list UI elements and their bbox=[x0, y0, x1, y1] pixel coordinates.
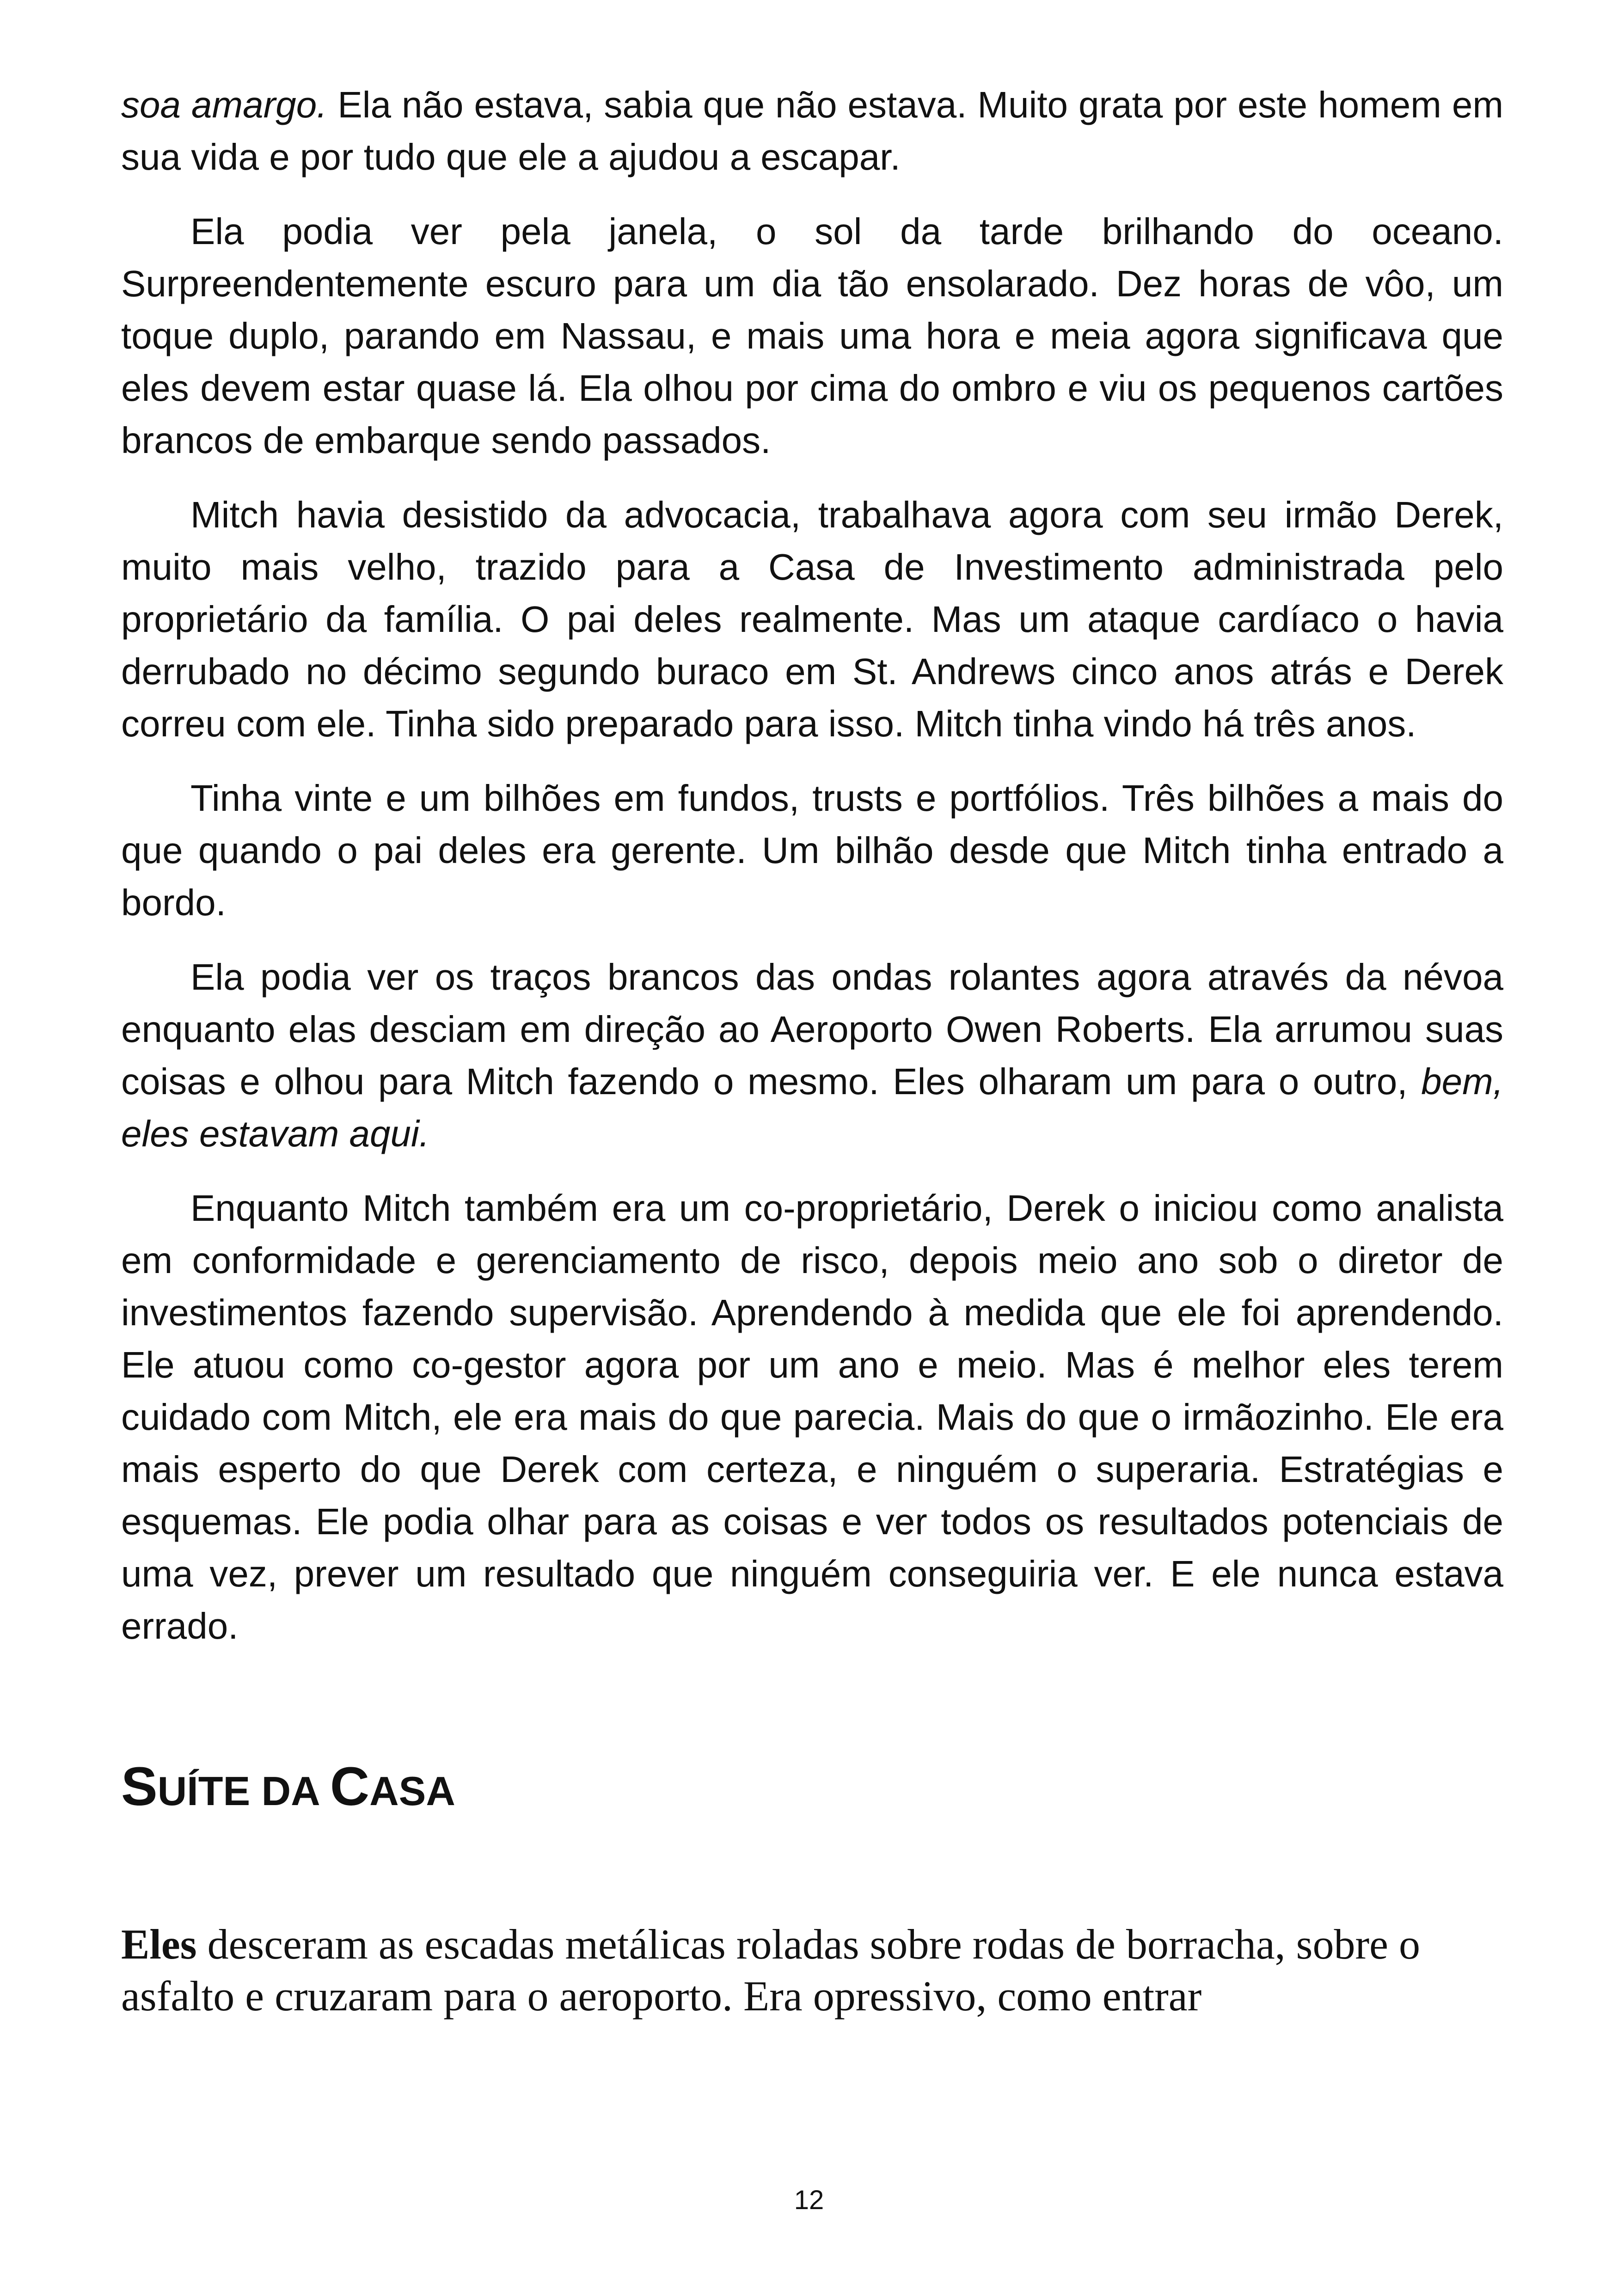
section-opening bbox=[121, 1918, 1503, 2022]
page-number: 12 bbox=[794, 2185, 824, 2215]
italic-tail: bem, eles estavam aqui. bbox=[121, 1061, 1503, 1154]
heading-initial: C bbox=[330, 1756, 370, 1817]
body-text bbox=[121, 79, 1503, 1674]
opening-paragraph bbox=[121, 1918, 1503, 2022]
paragraph-1 bbox=[121, 79, 1503, 183]
heading-small-caps: ASA bbox=[369, 1768, 455, 1814]
heading-small-caps: UÍTE DA bbox=[157, 1768, 330, 1814]
section-heading bbox=[121, 1757, 1503, 1821]
bold-lead: Eles bbox=[121, 1921, 197, 1968]
heading-initial: S bbox=[121, 1756, 158, 1817]
paragraph-text: Tinha vinte e um bilhões em fundos, trusts e portfólios. Três bilhões a mais do que quando o pai deles era gerente. Um bilhão desde que Mitch tinha entrado a bordo. bbox=[121, 778, 1503, 923]
paragraph-2 bbox=[121, 205, 1503, 466]
paragraph-3 bbox=[121, 489, 1503, 750]
paragraph-text: Mitch havia desistido da advocacia, trabalhava agora com seu irmão Derek, muito mais velho, trazido para a Casa de Investimento administrada pelo proprietário da família. O pai deles realmente. Mas um ataque cardíaco o havia derrubado no décimo segundo buraco em St. Andrews cinco anos atrás e Derek correu com ele. Tinha sido preparado para isso. Mitch tinha vindo há três anos. bbox=[121, 494, 1503, 744]
paragraph-text: Ela podia ver os traços brancos das ondas rolantes agora através da névoa enquanto elas desciam em direção ao Aeroporto Owen Roberts. Ela arrumou suas coisas e olhou para Mitch fazendo o mesmo. Eles olharam um para o outro, bbox=[121, 956, 1503, 1102]
paragraph-text: Enquanto Mitch também era um co-proprietário, Derek o iniciou como analista em conformidade e gerenciamento de risco, depois meio ano sob o diretor de investimentos fazendo supervisão. Aprendendo à medida que ele foi aprendendo. Ele atuou como co-gestor agora por um ano e meio. Mas é melhor eles terem cuidado com Mitch, ele era mais do que parecia. Mais do que o irmãozinho. Ele era mais esperto do que Derek com certeza, e ninguém o superaria. Estratégias e esquemas. Ele podia olhar para as coisas e ver todos os resultados potenciais de uma vez, prever um resultado que ninguém conseguiria ver. E ele nunca estava errado. bbox=[121, 1188, 1503, 1647]
paragraph-text: desceram as escadas metálicas roladas sobre rodas de borracha, sobre o asfalto e cruzaram para o aeroporto. Era opressivo, como entrar bbox=[121, 1921, 1420, 2020]
paragraph-4 bbox=[121, 772, 1503, 929]
italic-lead: soa amargo. bbox=[121, 84, 327, 125]
paragraph-5 bbox=[121, 951, 1503, 1160]
paragraph-text: Ela podia ver pela janela, o sol da tarde brilhando do oceano. Surpreendentemente escuro para um dia tão ensolarado. Dez horas de vôo, um toque duplo, parando em Nassau, e mais uma hora e meia agora significava que eles devem estar quase lá. Ela olhou por cima do ombro e viu os pequenos cartões brancos de embarque sendo passados. bbox=[121, 211, 1503, 461]
paragraph-text: Ela não estava, sabia que não estava. Muito grata por este homem em sua vida e por tudo que ele a ajudou a escapar. bbox=[121, 84, 1503, 178]
paragraph-6 bbox=[121, 1182, 1503, 1652]
